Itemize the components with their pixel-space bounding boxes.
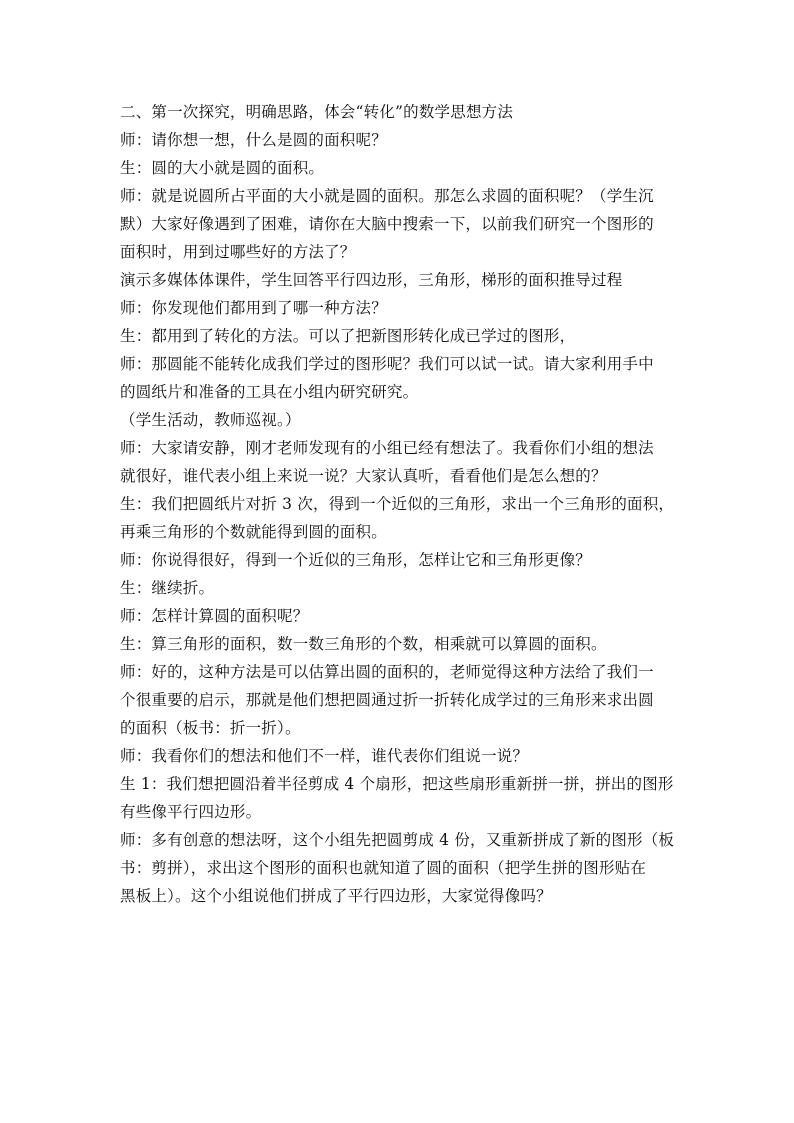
dialogue-line: 的圆纸片和准备的工具在小组内研究研究。: [120, 383, 419, 401]
dialogue-line: 师：你发现他们都用到了哪一种方法？: [120, 299, 387, 317]
dialogue-line: 师：那圆能不能转化成我们学过的图形呢？我们可以试一试。请大家利用手中: [120, 355, 654, 373]
dialogue-line: 师：大家请安静，刚才老师发现有的小组已经有想法了。我看你们小组的想法: [120, 439, 654, 457]
narration-line: 演示多媒体体课件，学生回答平行四边形，三角形，梯形的面积推导过程: [120, 271, 623, 289]
dialogue-line: 生：圆的大小就是圆的面积。: [120, 159, 325, 177]
dialogue-line: 生：算三角形的面积，数一数三角形的个数，相乘就可以算圆的面积。: [120, 635, 607, 653]
dialogue-line: 书：剪拼），求出这个图形的面积也就知道了圆的面积（把学生拼的图形贴在: [120, 859, 647, 877]
dialogue-line: 师：我看你们的想法和他们不一样，谁代表你们组说一说？: [120, 747, 529, 765]
dialogue-line: 师：多有创意的想法呀，这个小组先把圆剪成 4 份，又重新拼成了新的图形（板: [120, 831, 675, 849]
dialogue-line: 师：好的，这种方法是可以估算出圆的面积的，老师觉得这种方法给了我们一: [120, 663, 654, 681]
dialogue-line: 师：你说得很好，得到一个近似的三角形，怎样让它和三角形更像？: [120, 551, 592, 569]
dialogue-line: 个很重要的启示，那就是他们想把圆通过折一折转化成学过的三角形来求出圆: [120, 691, 654, 709]
dialogue-line: 师：就是说圆所占平面的大小就是圆的面积。那怎么求圆的面积呢？（学生沉: [120, 187, 654, 205]
narration-line: （学生活动，教师巡视。）: [120, 411, 301, 429]
section-heading: 二、第一次探究，明确思路，体会“转化”的数学思想方法: [120, 103, 514, 121]
dialogue-line: 的面积（板书：折一折）。: [120, 719, 301, 737]
document-body: [120, 98, 680, 910]
dialogue-line: 生：继续折。: [120, 579, 215, 597]
dialogue-line: 就很好，谁代表小组上来说一说？大家认真听，看看他们是怎么想的？: [120, 467, 607, 485]
dialogue-line: 师：怎样计算圆的面积呢？: [120, 607, 309, 625]
dialogue-line: 师：请你想一想，什么是圆的面积呢？: [120, 131, 387, 149]
dialogue-line: 再乘三角形的个数就能得到圆的面积。: [120, 523, 387, 541]
dialogue-line: 有些像平行四边形。: [120, 803, 262, 821]
dialogue-line: 生：我们把圆纸片对折 3 次，得到一个近似的三角形，求出一个三角形的面积，: [120, 495, 675, 513]
dialogue-line: 面积时，用到过哪些好的方法了？: [120, 243, 356, 261]
dialogue-line: 生：都用到了转化的方法。可以了把新图形转化成已学过的图形，: [120, 327, 576, 345]
dialogue-line: 默）大家好像遇到了困难，请你在大脑中搜索一下，以前我们研究一个图形的: [120, 215, 654, 233]
dialogue-line: 生 1：我们想把圆沿着半径剪成 4 个扇形，把这些扇形重新拼一拼，拼出的图形: [120, 775, 674, 793]
dialogue-line: 黑板上）。这个小组说他们拼成了平行四边形，大家觉得像吗？: [120, 887, 552, 905]
